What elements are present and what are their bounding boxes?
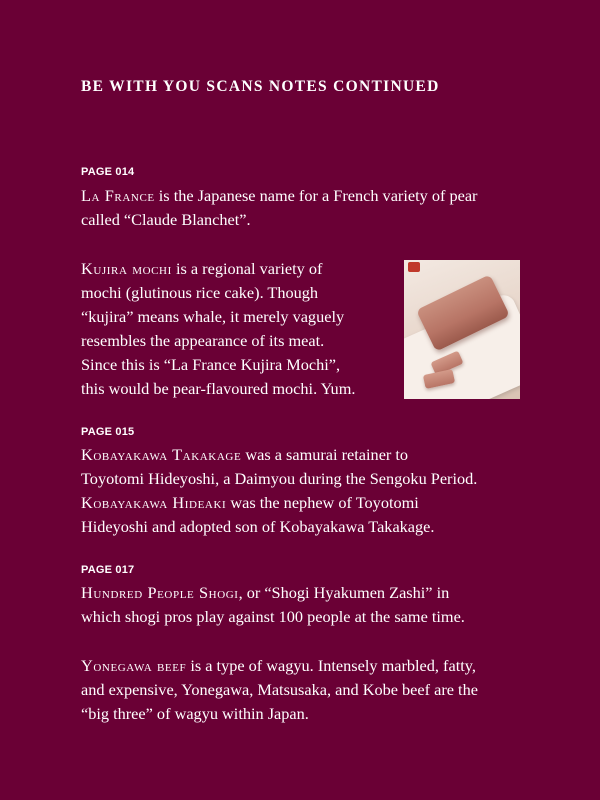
label-stamp [408,262,420,272]
page-label-014: PAGE 014 [81,166,135,178]
page-title: BE WITH YOU SCANS NOTES CONTINUED [81,78,440,95]
note-hundred-people-shogi: Hundred People Shogi, or “Shogi Hyakumen Zashi” in which shogi pros play against 100 people at the same time. [81,583,465,626]
note-term: Kujira mochi [81,259,172,278]
note-term: Yonegawa beef [81,656,187,675]
note-kujira-mochi: Kujira mochi is a regional variety of mochi (glutinous rice cake). Though “kujira” means whale, it merely vaguely resembles the appearance of its meat. Since this is “La France Kujira Mochi”, this would be pear-flavoured mochi. Yum. [81,259,356,398]
page-label-015: PAGE 015 [81,426,135,438]
note-term: La France [81,186,155,205]
note-kobayakawa-takakage: Kobayakawa Takakage was a samurai retainer to Toyotomi Hideyoshi, a Daimyou during the Sengoku Period. [81,445,478,488]
note-la-france: La France is the Japanese name for a French variety of pear called “Claude Blanchet”. [81,186,478,229]
note-yonegawa-beef: Yonegawa beef is a type of wagyu. Intensely marbled, fatty, and expensive, Yonegawa, Matsusaka, and Kobe beef are the “big three” of wagyu within Japan. [81,656,478,723]
note-term: Kobayakawa Hideaki [81,493,227,512]
note-kobayakawa-hideaki: Kobayakawa Hideaki was the nephew of Toyotomi Hideyoshi and adopted son of Kobayakawa Takakage. [81,493,435,536]
page-label-017: PAGE 017 [81,564,135,576]
kujira-mochi-photo [404,260,520,399]
note-term: Kobayakawa Takakage [81,445,242,464]
note-term: Hundred People Shogi [81,583,239,602]
